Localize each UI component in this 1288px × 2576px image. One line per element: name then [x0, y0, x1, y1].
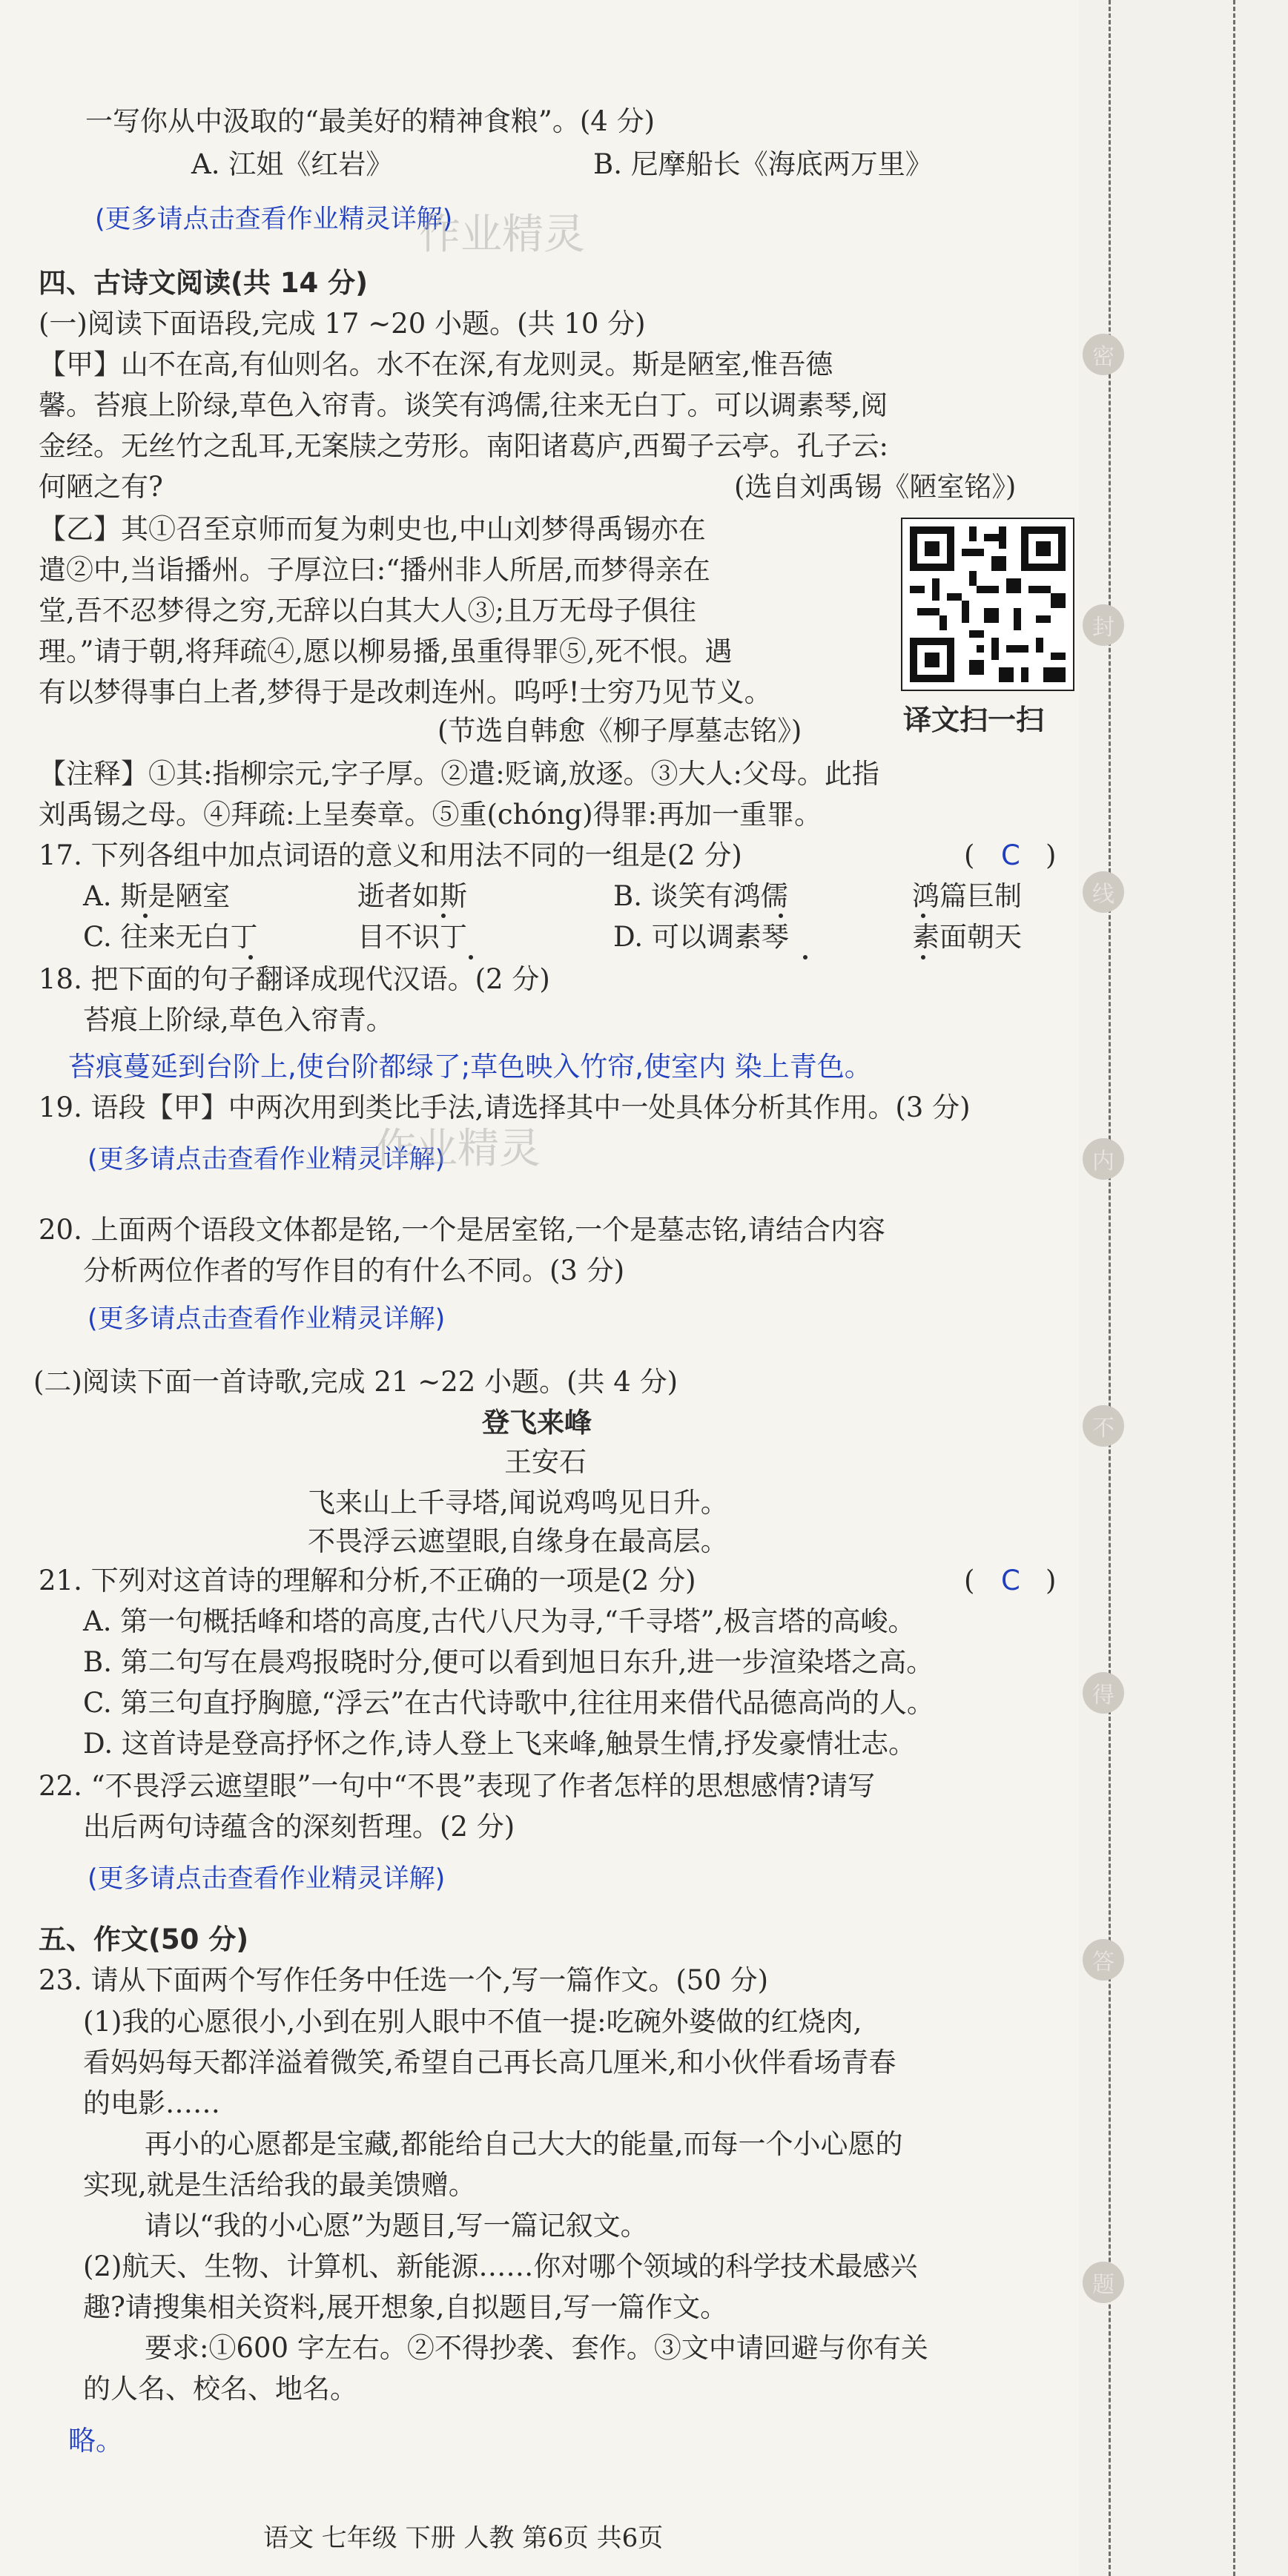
prompt-line: 请以“我的小心愿”为题目,写一篇记叙文。 [145, 2210, 648, 2242]
poem-line: 不畏浮云遮望眼,自缘身在最高层。 [308, 1525, 728, 1557]
q16-option-b: B. 尼摩船长《海底两万里》 [593, 148, 933, 180]
cut-line [1109, 0, 1111, 2576]
question-19: 19. 语段【甲】中两次用到类比手法,请选择其中一处具体分析其作用。(3 分) [39, 1092, 971, 1123]
q17-option: A. 斯是陋室 [83, 880, 231, 912]
question-20: 分析两位作者的写作目的有什么不同。(3 分) [83, 1255, 625, 1287]
prompt-line: 再小的心愿都是宝藏,都能给自己大大的能量,而每一个小心愿的 [145, 2128, 903, 2160]
emphasis-dot [469, 955, 473, 960]
q21-option: B. 第二句写在晨鸡报晓时分,便可以看到旭日东升,进一步渲染塔之高。 [83, 1646, 934, 1678]
prompt-line: 实现,就是生活给我的最美馈赠。 [83, 2169, 476, 2201]
q21-option: C. 第三句直抒胸臆,“浮云”在古代诗歌中,往往用来借代品德高尚的人。 [83, 1687, 934, 1719]
q17-option: 素面朝天 [912, 921, 1022, 953]
section-title: 五、作文(50 分) [39, 1923, 249, 1955]
question-23: 23. 请从下面两个写作任务中任选一个,写一篇作文。(50 分) [39, 1964, 769, 1996]
detail-link[interactable]: (更多请点击查看作业精灵详解) [87, 1304, 446, 1334]
answer-17: C [1001, 839, 1020, 871]
question-18: 18. 把下面的句子翻译成现代汉语。(2 分) [39, 963, 550, 995]
prompt-line: 看妈妈每天都洋溢着微笑,希望自己再长高几厘米,和小伙伴看场青春 [83, 2047, 896, 2078]
answer-paren-right: ) [1046, 839, 1057, 871]
passage-line: 金经。无丝竹之乱耳,无案牍之劳形。南阳诸葛庐,西蜀子云亭。孔子云: [39, 430, 888, 462]
page-footer: 语文 七年级 下册 人教 第6页 共6页 [263, 2523, 664, 2553]
q16-option-a: A. 江姐《红岩》 [191, 148, 394, 180]
emphasis-dot [921, 955, 925, 960]
passage-line: 遣②中,当诣播州。子厚泣曰:“播州非人所居,而梦得亲在 [39, 554, 710, 586]
question-17: 17. 下列各组中加点词语的意义和用法不同的一组是(2 分) [39, 839, 742, 871]
watermark: 作业精灵 [419, 211, 585, 259]
prompt-line: 的电影…… [83, 2087, 220, 2119]
passage-line: 【甲】山不在高,有仙则名。水不在深,有龙则灵。斯是陋室,惟吾德 [39, 349, 833, 380]
emphasis-dot [143, 914, 148, 918]
passage-line: 有以梦得事白上者,梦得于是改刺连州。呜呼!士穷乃见节义。 [39, 676, 772, 708]
answer-paren-left: ( [964, 1565, 975, 1596]
subsection-title: (二)阅读下面一首诗歌,完成 21 ~22 小题。(共 4 分) [33, 1366, 678, 1398]
q17-option: D. 可以调素琴 [613, 921, 789, 953]
seal-char: 得 [1083, 1672, 1124, 1714]
section-title: 四、古诗文阅读(共 14 分) [39, 267, 369, 299]
seal-char: 封 [1083, 604, 1124, 646]
seal-char: 内 [1083, 1138, 1124, 1180]
q21-option: D. 这首诗是登高抒怀之作,诗人登上飞来峰,触景生情,抒发豪情壮志。 [83, 1728, 917, 1760]
seal-char: 线 [1083, 871, 1124, 913]
emphasis-dot [803, 955, 808, 960]
answer-21: C [1001, 1565, 1020, 1596]
answer-paren-right: ) [1046, 1565, 1057, 1596]
prompt-line: (1)我的心愿很小,小到在别人眼中不值一提:吃碗外婆做的红烧肉, [83, 2006, 862, 2038]
seal-char: 答 [1083, 1939, 1124, 1981]
qr-label: 译文扫一扫 [903, 704, 1045, 736]
passage-line: 【乙】其①召至京师而复为刺史也,中山刘梦得禹锡亦在 [39, 513, 706, 545]
prompt-line: (2)航天、生物、计算机、新能源……你对哪个领域的科学技术最感兴 [83, 2250, 918, 2282]
watermark: 作业精灵 [374, 1125, 541, 1173]
question-20: 20. 上面两个语段文体都是铭,一个是居室铭,一个是墓志铭,请结合内容 [39, 1214, 885, 1246]
passage-source: (节选自韩愈《柳子厚墓志铭》) [437, 715, 802, 747]
emphasis-dot [779, 914, 783, 918]
passage-line: 何陋之有? [39, 471, 163, 503]
passage-source: (选自刘禹锡《陋室铭》) [734, 471, 1017, 503]
passage-line: 馨。苔痕上阶绿,草色入帘青。谈笑有鸿儒,往来无白丁。可以调素琴,阅 [39, 389, 888, 421]
seal-char: 题 [1083, 2262, 1124, 2303]
question-22: 22. “不畏浮云遮望眼”一句中“不畏”表现了作者怎样的思想感情?请写 [39, 1770, 876, 1802]
emphasis-dot [248, 955, 253, 960]
detail-link[interactable]: (更多请点击查看作业精灵详解) [95, 205, 453, 234]
annotation-line: 【注释】①其:指柳宗元,字子厚。②遣:贬谪,放逐。③大人:父母。此指 [39, 758, 879, 790]
poem-line: 飞来山上千寻塔,闻说鸡鸣见日升。 [308, 1487, 728, 1519]
detail-link[interactable]: (更多请点击查看作业精灵详解) [87, 1145, 446, 1175]
seal-char: 密 [1083, 334, 1124, 375]
passage-line: 堂,吾不忍梦得之穷,无辞以白其大人③;且万无母子俱往 [39, 595, 696, 627]
seal-char: 不 [1083, 1405, 1124, 1447]
qr-code-graphic [902, 519, 1073, 690]
subsection-title: (一)阅读下面语段,完成 17 ~20 小题。(共 10 分) [39, 308, 646, 340]
answer-paren-left: ( [964, 839, 975, 871]
passage-line: 理。”请于朝,将拜疏④,愿以柳易播,虽重得罪⑤,死不恨。遇 [39, 635, 733, 667]
q16-tail: 一写你从中汲取的“最美好的精神食粮”。(4 分) [85, 105, 655, 137]
q17-option: 目不识丁 [357, 921, 467, 953]
q18-sentence: 苔痕上阶绿,草色入帘青。 [83, 1004, 394, 1036]
prompt-line: 趣?请搜集相关资料,展开想象,自拟题目,写一篇作文。 [83, 2291, 728, 2323]
poem-author: 王安石 [504, 1446, 587, 1478]
emphasis-dot [921, 914, 925, 918]
poem-title: 登飞来峰 [482, 1407, 592, 1439]
prompt-line: 要求:①600 字左右。②不得抄袭、套作。③文中请回避与你有关 [145, 2332, 928, 2364]
q17-option: C. 往来无白丁 [83, 921, 258, 953]
question-21: 21. 下列对这首诗的理解和分析,不正确的一项是(2 分) [39, 1565, 696, 1596]
detail-link[interactable]: (更多请点击查看作业精灵详解) [87, 1864, 446, 1894]
qr-code-icon[interactable] [901, 518, 1074, 691]
cut-line [1233, 0, 1235, 2576]
q21-option: A. 第一句概括峰和塔的高度,古代八尺为寻,“千寻塔”,极言塔的高峻。 [83, 1605, 916, 1637]
q17-option: B. 谈笑有鸿儒 [613, 880, 788, 912]
emphasis-dot [441, 914, 446, 918]
answer-18: 苔痕蔓延到台阶上,使台阶都绿了;草色映入竹帘,使室内 染上青色。 [68, 1051, 872, 1083]
annotation-line: 刘禹锡之母。④拜疏:上呈奏章。⑤重(chóng)得罪:再加一重罪。 [39, 799, 822, 830]
prompt-line: 的人名、校名、地名。 [83, 2373, 357, 2405]
q17-option: 逝者如斯 [357, 880, 467, 912]
answer-23: 略。 [68, 2425, 123, 2457]
question-22: 出后两句诗蕴含的深刻哲理。(2 分) [83, 1811, 515, 1843]
q17-option: 鸿篇巨制 [912, 880, 1022, 912]
